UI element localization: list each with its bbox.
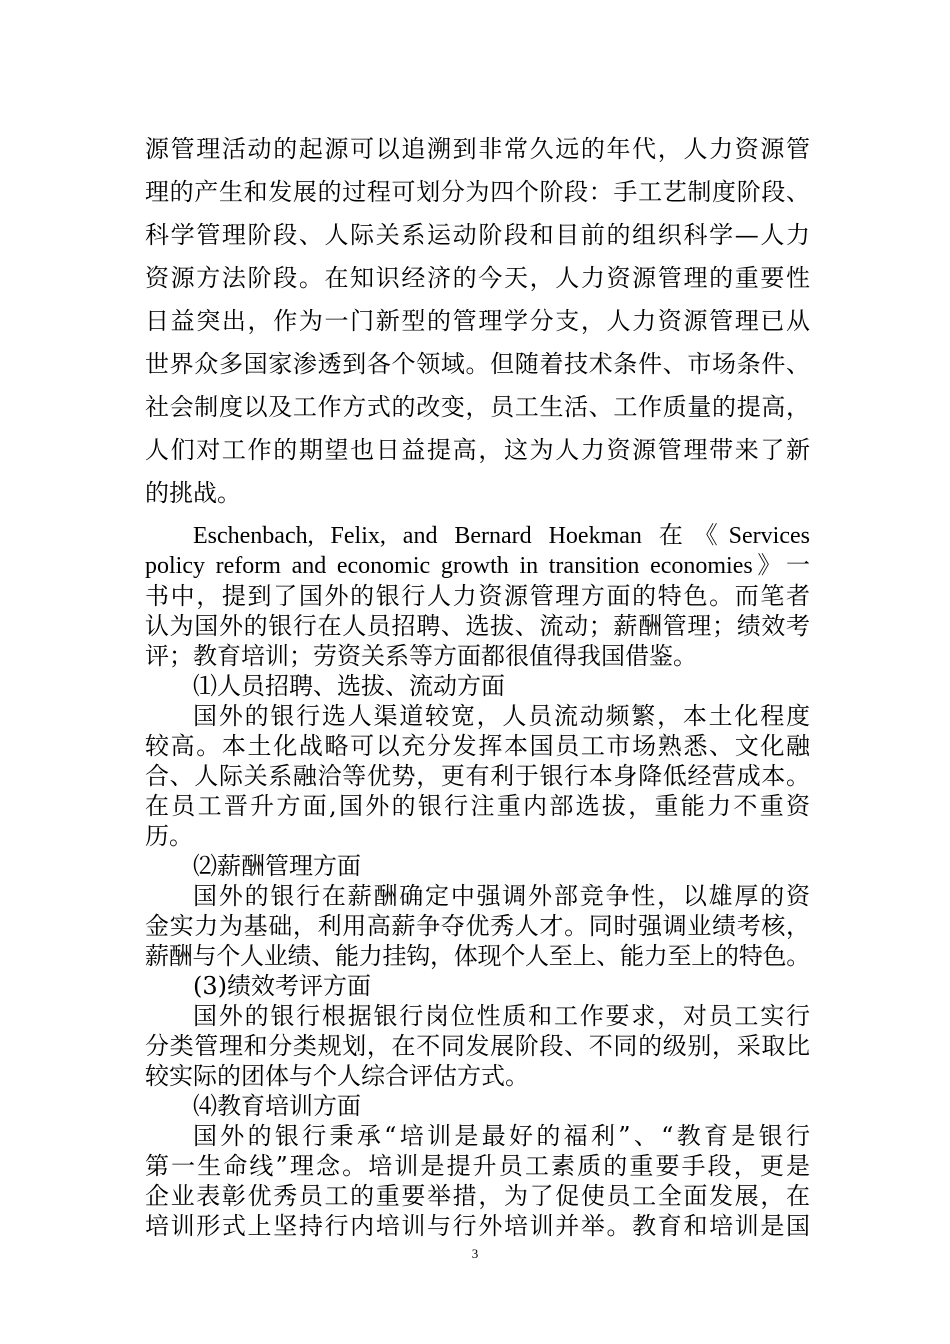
text-line: policy reform and economic growth in transition economies》一 (145, 553, 810, 579)
text-line: 历。 (145, 822, 193, 850)
text-line: 科学管理阶段、人际关系运动阶段和目前的组织科学—人力 (145, 221, 810, 249)
text-line: 金实力为基础，利用高薪争夺优秀人才。同时强调业绩考核， (145, 912, 810, 940)
text-line: 人们对工作的期望也日益提高，这为人力资源管理带来了新 (145, 436, 810, 464)
text-line: 的挑战。 (145, 479, 241, 507)
text-line: 社会制度以及工作方式的改变，员工生活、工作质量的提高， (145, 393, 810, 421)
text-line: 世界众多国家渗透到各个领域。但随着技术条件、市场条件、 (145, 350, 810, 378)
paragraph-hr-history (145, 128, 810, 515)
text-line: 日益突出，作为一门新型的管理学分支，人力资源管理已从 (145, 307, 810, 335)
text-line: 源管理活动的起源可以追溯到非常久远的年代，人力资源管 (145, 135, 810, 163)
text-line: 国外的银行根据银行岗位性质和工作要求，对员工实行 (193, 1002, 810, 1030)
section-heading: ⑴人员招聘、选拔、流动方面 (193, 672, 505, 700)
text-line: 较高。本土化战略可以充分发挥本国员工市场熟悉、文化融 (145, 732, 810, 760)
text-line: Eschenbach, Felix, and Bernard Hoekman 在《Services (193, 523, 810, 549)
text-line: 薪酬与个人业绩、能力挂钩，体现个人至上、能力至上的特色。 (145, 942, 810, 970)
text-line: 理的产生和发展的过程可划分为四个阶段：手工艺制度阶段、 (145, 178, 810, 206)
text-line: 认为国外的银行在人员招聘、选拔、流动；薪酬管理；绩效考 (145, 612, 810, 640)
section-heading: ⑵薪酬管理方面 (193, 852, 361, 880)
section-heading: ⑷教育培训方面 (193, 1092, 361, 1120)
text-line: 合、人际关系融洽等优势，更有利于银行本身降低经营成本。 (145, 762, 810, 790)
text-line: 评；教育培训；劳资关系等方面都很值得我国借鉴。 (145, 642, 697, 670)
section-foreign-bank-hr (145, 521, 810, 1241)
text-line: 分类管理和分类规划，在不同发展阶段、不同的级别，采取比 (145, 1032, 810, 1060)
text-line: 国外的银行在薪酬确定中强调外部竞争性，以雄厚的资 (193, 882, 810, 910)
text-line: 资源方法阶段。在知识经济的今天，人力资源管理的重要性 (145, 264, 810, 292)
text-line: 培训形式上坚持行内培训与行外培训并举。教育和培训是国 (145, 1212, 810, 1240)
section-heading: (3)绩效考评方面 (193, 972, 371, 1000)
text-line: 较实际的团体与个人综合评估方式。 (145, 1062, 529, 1090)
text-line: 在员工晋升方面,国外的银行注重内部选拔，重能力不重资 (145, 792, 810, 820)
page-number: 3 (471, 1246, 479, 1261)
text-line: 书中，提到了国外的银行人力资源管理方面的特色。而笔者 (145, 582, 810, 610)
text-line: 第一生命线”理念。培训是提升员工素质的重要手段，更是 (145, 1152, 810, 1180)
text-line: 国外的银行选人渠道较宽，人员流动频繁，本土化程度 (193, 702, 810, 730)
text-line: 企业表彰优秀员工的重要举措，为了促使员工全面发展，在 (145, 1182, 810, 1210)
text-line: 国外的银行秉承“培训是最好的福利”、“教育是银行 (193, 1122, 810, 1150)
